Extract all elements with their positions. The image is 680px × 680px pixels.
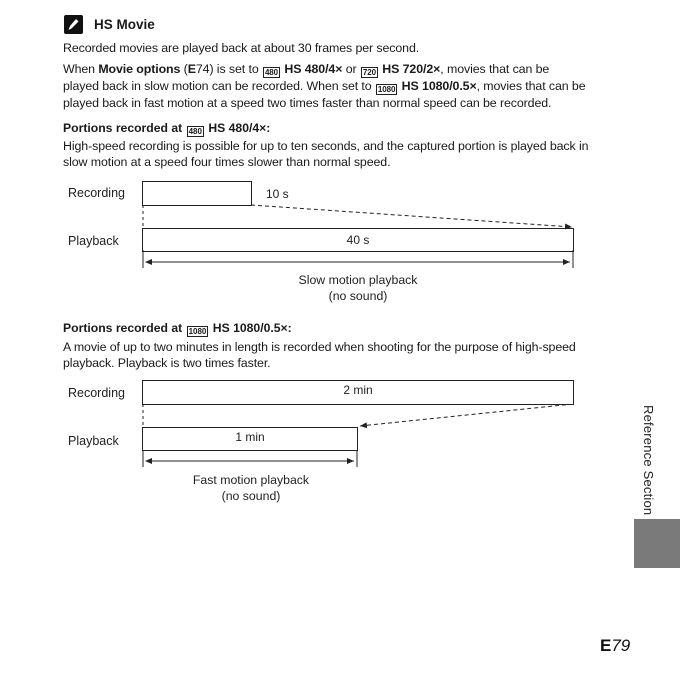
section2-body-2: playback. Playback is two times faster. [63, 356, 271, 370]
hs480-badge-icon: 480 [188, 127, 202, 136]
playback-label: Playback [68, 234, 119, 248]
intro-line-2: When Movie options (E74) is set to 480 HS 480/4× or 720 HS 720/2×, movies that can be [63, 62, 550, 77]
page-number: E79 [600, 636, 631, 655]
hs720-badge-icon: 720 [362, 68, 376, 77]
recording-duration: 10 s [266, 187, 289, 201]
playback-label: Playback [68, 434, 119, 448]
recording-label: Recording [68, 186, 125, 200]
side-tab-label: Reference Section [641, 405, 656, 516]
intro-line-1: Recorded movies are played back at about 30 frames per second. [63, 41, 420, 55]
section2-body-1: A movie of up to two minutes in length is recorded when shooting for the purpose of high-speed [63, 340, 576, 354]
recording-label: Recording [68, 386, 125, 400]
page-title: HS Movie [94, 17, 155, 32]
section1-caption-2: (no sound) [328, 289, 388, 303]
movie-options-term: Movie options [98, 62, 181, 76]
option-hs720: HS 720/2× [382, 62, 441, 76]
playback-duration: 1 min [235, 430, 265, 444]
option-hs1080: HS 1080/0.5× [401, 79, 477, 93]
recording-duration: 2 min [343, 383, 373, 397]
reference-icon: E [187, 62, 196, 76]
hs1080-badge-icon: 1080 [377, 85, 396, 94]
section2-caption-1: Fast motion playback [192, 473, 310, 487]
section2-heading: Portions recorded at 1080 HS 1080/0.5×: [63, 321, 292, 336]
playback-duration: 40 s [346, 233, 370, 247]
reference-section-icon: E [600, 636, 612, 655]
section1-body-2: slow motion at a speed four times slower than normal speed. [63, 155, 391, 169]
intro-line-4: played back in fast motion at a speed two times faster than normal speed can be recorded. [63, 96, 552, 110]
hs480-badge-icon: 480 [264, 68, 279, 77]
side-tab [634, 519, 680, 568]
intro-line-3: played back in slow motion can be recorded. When set to 1080 HS 1080/0.5×, movies that can be [63, 79, 586, 94]
option-hs480: HS 480/4× [284, 62, 343, 76]
section1-caption-1: Slow motion playback [298, 273, 418, 287]
section2-caption-2: (no sound) [221, 489, 281, 503]
section1-body-1: High-speed recording is possible for up to ten seconds, and the captured portion is played back in [63, 139, 589, 153]
hs1080-badge-icon: 1080 [188, 327, 207, 336]
section1-heading: Portions recorded at 480 HS 480/4×: [63, 121, 271, 136]
